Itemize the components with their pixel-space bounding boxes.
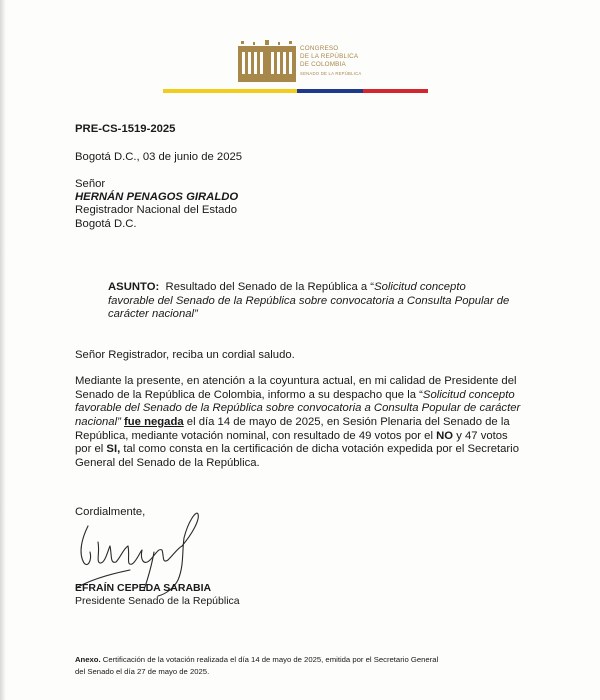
logo-text-senado: SENADO DE LA REPÚBLICA bbox=[300, 71, 362, 76]
letter-date: Bogotá D.C., 03 de junio de 2025 bbox=[75, 151, 243, 163]
subject-title-part2: favorable del Senado de la República sobre convocatoria a Consulta Popular de bbox=[108, 294, 510, 307]
closing: Cordialmente, bbox=[75, 506, 146, 518]
subject-title-part3: carácter nacional” bbox=[108, 308, 198, 320]
body-line-1: Mediante la presente, en atención a la coyuntura actual, en mi calidad de Presidente del bbox=[75, 375, 517, 387]
body-line-7: General del Senado de la República. bbox=[75, 457, 260, 470]
addressee-salutation: Señor bbox=[75, 178, 106, 190]
decision-denied: fue negada bbox=[124, 416, 184, 429]
annex-note bbox=[75, 654, 545, 678]
colombian-flag-stripe bbox=[163, 89, 428, 93]
body-line-4: el día 14 de mayo de 2025, en Sesión Plenaria del Senado de la bbox=[186, 416, 510, 429]
flag-yellow-band bbox=[163, 89, 297, 93]
signer-name: EFRAÍN CEPEDA SARABIA bbox=[75, 582, 212, 594]
logo-text-de-la-republica: DE LA REPÚBLICA bbox=[300, 53, 359, 60]
flag-red-band bbox=[363, 89, 428, 93]
addressee-city: Bogotá D.C. bbox=[75, 218, 137, 230]
body-line-6b: tal como consta en la certificación de dicha votación expedida por el Secretario bbox=[123, 443, 519, 456]
signer-role: Presidente Senado de la República bbox=[75, 595, 240, 607]
paper-edge-shadow bbox=[0, 0, 6, 700]
addressee-role: Registrador Nacional del Estado bbox=[75, 204, 238, 216]
subject-label: ASUNTO: bbox=[108, 281, 160, 293]
greeting: Señor Registrador, reciba un cordial saludo. bbox=[75, 349, 295, 361]
body-line-6a: por el bbox=[75, 443, 104, 456]
annex-line-1: Certificación de la votación realizada el día 14 de mayo de 2025, emitida por el Secretario General bbox=[102, 655, 439, 664]
body-paragraph bbox=[75, 375, 535, 471]
subject-text: Resultado del Senado de la República a “ bbox=[165, 281, 375, 293]
reference-number: PRE-CS-1519-2025 bbox=[75, 123, 176, 135]
body-line-2: Senado de la República de Colombia, informo a su despacho que la “ bbox=[75, 388, 423, 401]
vote-no-label: NO bbox=[436, 429, 454, 442]
subject-title-part1: Solicitud concepto bbox=[374, 281, 466, 293]
annex-line-2: del Senado el día 27 de mayo de 2025. bbox=[75, 667, 210, 676]
flag-blue-band bbox=[297, 89, 363, 93]
body-request-title-1: Solicitud concepto bbox=[422, 388, 515, 401]
body-request-title-2: favorable del Senado de la República sobre convocatoria a Consulta Popular de carácter bbox=[75, 402, 521, 415]
subject-block bbox=[108, 281, 548, 322]
annex-label: Anexo. bbox=[75, 655, 101, 664]
logo-text-de-colombia: DE COLOMBIA bbox=[300, 61, 346, 68]
capitol-building-icon bbox=[238, 40, 296, 82]
addressee-name: HERNÁN PENAGOS GIRALDO bbox=[75, 191, 239, 203]
body-line-5a: República, mediante votación nominal, con resultado de 49 votos por el bbox=[75, 429, 433, 442]
body-line-5b: y 47 votos bbox=[456, 429, 508, 442]
body-request-title-3: nacional” bbox=[75, 416, 121, 429]
logo-text-congreso: CONGRESO bbox=[300, 45, 339, 52]
vote-yes-label: SI, bbox=[106, 443, 121, 456]
